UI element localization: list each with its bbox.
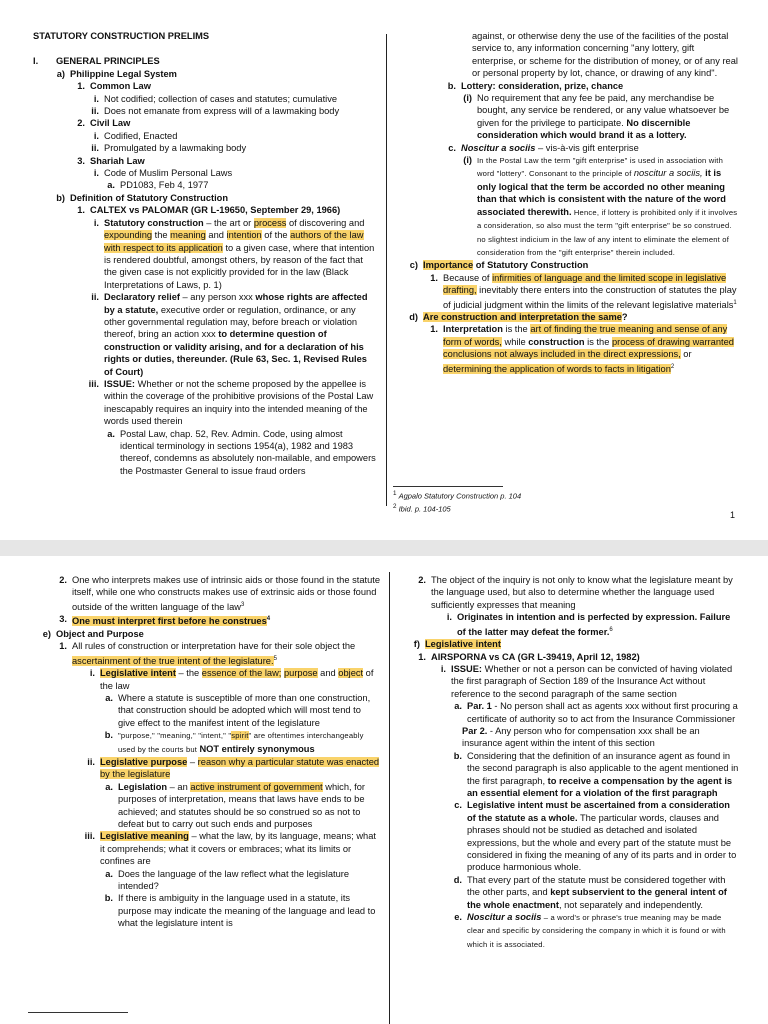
subsection-legislative-intent: f) Legislative intent — [413, 639, 501, 650]
column-divider — [386, 34, 387, 506]
list-item: a. Where a statute is susceptible of more than one construction, that construction should be adopted which will most tend to give effect to the manifest intent of the legislature — [105, 692, 371, 728]
list-item: 3. One must interpret first before he construes$^4$ — [59, 614, 271, 627]
list-item: e. Noscitur a sociis – a word's or phrase's true meaning may be made clear and specific by considering the company in which it is found or with which it is associated. — [454, 912, 726, 949]
list-item: (i) No requirement that any fee be paid, any merchandise be bought, any service be rendered, or any value whatsoever be given for the privilege to participate. No discernible consideration which would brand it as a lottery. — [463, 93, 730, 141]
page2-left-column — [35, 574, 380, 930]
list-item: i. Originates in intention and is perfected by expression. Failure of the latter may defeat the former.$^6$ — [446, 612, 731, 637]
list-item: i. Codified, Enacted — [93, 130, 178, 141]
page1-left-column — [33, 30, 378, 477]
subsection-construction-vs-interpretation: d) Are construction and interpretation the same? — [409, 312, 628, 323]
definition-legislative-intent: i. Legislative intent – the essence of the law; purpose and object of the law — [89, 668, 374, 691]
issue-paragraph: i. ISSUE: Whether or not a person can be convicted of having violated the first paragraph of Section 189 of the Insurance Act without reference to the second paragraph of the same section — [440, 663, 733, 699]
list-item: b. Considering that the definition of an insurance agent as found in the second paragraph is also applicable to the agent mentioned in the first paragraph, to receive a compensation by the agent is an essential element for a violation of the first paragraph — [453, 750, 739, 798]
list-item: i. Not codified; collection of cases and statutes; cumulative — [93, 93, 338, 104]
list-item: a. Does the language of the law reflect what the legislature intended? — [105, 868, 350, 892]
list-item: b. "purpose," "meaning," "intent," "spirit" are oftentimes interchangeably used by the courts but NOT entirely synonymous — [104, 730, 364, 754]
list-item: a. Par. 1 - No person shall act as agents xxx without first procuring a certificate of authority so to act from the Insurance Commissioner — [454, 701, 738, 724]
page-number: 1 — [729, 510, 735, 520]
document-title: STATUTORY CONSTRUCTION PRELIMS — [33, 31, 210, 41]
footnote-rule — [28, 1012, 128, 1013]
list-item: 1. Because of infirmities of language and the limited scope in legislative drafting, inevitably there enters into the construction of statutes the play of judicial judgment within the limits of the relevant legislative materials$^1$ — [430, 272, 737, 310]
list-item: d. That every part of the statute must be considered together with the other parts, and kept subservient to the general intent of the whole enactment, not separately and independently. — [453, 874, 727, 910]
page1-right-column — [398, 30, 738, 375]
definition-legislative-meaning: iii. Legislative meaning – what the law, by its language, means; what it comprehends; what it covers or embraces; what its limits or confines are — [84, 831, 376, 867]
definition-declaratory-relief: ii. Declaratory relief – any person xxx whose rights are affected by a statute, executive order or regulation, ordinance, or any other governmental regulation may, before breach or violation thereof, bring an action xxx to determine question of construction or validity arising, and for a declaration of his rights or duties, thereunder. (Rule 63, Sec. 1, Revised Rules of Court) — [91, 292, 368, 377]
subsection-legal-system: a) Philippine Legal System — [56, 68, 177, 79]
item-common-law: 1. Common Law — [77, 81, 151, 92]
item-civil-law: 2. Civil Law — [77, 118, 131, 129]
list-item: a. PD1083, Feb 4, 1977 — [107, 180, 209, 191]
footnote-rule — [393, 486, 503, 487]
list-item: ii. Does not emanate from express will of a lawmaking body — [91, 106, 340, 117]
list-item: 1. Interpretation is the art of finding the true meaning and sense of any form of words, while construction is the process of drawing warranted conclusions not always included in the direct expressions, or determining the application of words to facts in litigation$^2$ — [430, 324, 734, 374]
list-item: b. If there is ambiguity in the language used in a statute, its purpose may indicate the meaning of the language and lead to what the legislature intent is — [104, 893, 376, 929]
list-item: a. Postal Law, chap. 52, Rev. Admin. Code, using almost identical terminology in sections 1954(a), 1982 and 1983 thereof, condemns as absolutely non-mailable, and empowers the Postmaster General to issue fraud orders — [107, 428, 376, 476]
case-caltex-palomar: 1. CALTEX vs PALOMAR (GR L-19650, September 29, 1966) — [77, 205, 341, 216]
list-item: 2. The object of the inquiry is not only to know what the legislature meant by the language used, but also to determine whether the language used sufficiently expresses that meaning — [418, 575, 733, 610]
list-item: Par 2. - Any person who for compensation xxx shall be an insurance agent within the intent of this section — [462, 725, 700, 749]
item-shariah-law: 3. Shariah Law — [77, 155, 145, 166]
definition-statutory-construction: i. Statutory construction – the art or process of discovering and expounding the meaning and intention of the authors of the law with respect to its application to a given case, where that intention is rendered doubtful, amongst others, by reason of the fact that the given case is not explicitly provided for in the law (Black Interpretations of Laws, p. 1) — [93, 217, 375, 290]
issue-paragraph: iii. ISSUE: Whether or not the scheme proposed by the appellee is within the coverage of the prohibitive provisions of the Postal Law inescapably requires an inquiry into the intended meaning of the words used therein — [88, 378, 374, 427]
list-item: (i) In the Postal Law the term "gift enterprise" is used in association with word "lottery". Consonant to the principle of noscitur a sociis, it is only logical that the term be accorded no other meaning than that which is consistent with the nature of the word associated therewith. Hence, if lottery is prohibited only if it involves a consideration, so also must the term "gift enterprise" be so construed. no slightest indicium in the law of any intent to eliminate the element of consideration from the "gift enterprise" therein included. — [463, 155, 738, 257]
subsection-importance: c) Importance of Statutory Construction — [409, 260, 589, 271]
footnote-2: $^2$ Ibid. p. 104-105 — [393, 502, 451, 513]
column-divider — [389, 572, 390, 1024]
document-page-2 — [0, 556, 768, 1024]
subsection-object-purpose: e) Object and Purpose — [42, 628, 144, 639]
item-noscitur: c. Noscitur a sociis – vis-à-vis gift enterprise — [448, 142, 639, 153]
list-item: 1. All rules of construction or interpretation have for their sole object the ascertainment of the true intent of the legislature.$^5$ — [59, 641, 356, 666]
case-airsporna: 1. AIRSPORNA vs CA (GR L-39419, April 12, 1982) — [418, 651, 640, 662]
list-item: c. Legislative intent must be ascertained from a consideration of the statute as a whole. The particular words, clauses and phrases should not be studied as detached and isolated expressions, but the whole and every part of the statute must be considered in fixing the meaning of any of its parts and in order to produce harmonious whole. — [454, 800, 737, 873]
list-item: i. Code of Muslim Personal Laws — [93, 168, 233, 179]
definition-legislative-purpose: ii. Legislative purpose – reason why a particular statute was enacted by the legislature — [87, 756, 380, 780]
footnotes — [393, 486, 521, 514]
page2-right-column — [400, 574, 740, 951]
item-lottery: b. Lottery: consideration, prize, chance — [447, 80, 624, 91]
list-item: a. Legislation – an active instrument of government which, for purposes of interpretation, means that laws have ends to be achieved; and statutes should be so construed so as not to defeat but to carry out such ends and purposes — [105, 781, 366, 829]
list-item: ii. Promulgated by a lawmaking body — [91, 143, 247, 154]
footnote-partial — [28, 1012, 128, 1015]
subsection-definition: b) Definition of Statutory Construction — [56, 192, 229, 203]
footnote-1: $^1$ Agpalo Statutory Construction p. 104 — [393, 490, 522, 501]
list-item: 2. One who interprets makes use of intrinsic aids or those found in the statute itself, while one who constructs makes use of extrinsic aids or those found outside of the written language of the law$^3$ — [59, 575, 380, 612]
continued-text: against, or otherwise deny the use of the facilities of the postal service to, any information concerning "any lottery, gift enterprise, or scheme for the distribution of money, or of any real or personal property by lot, chance, or drawing of any kind". — [472, 31, 738, 79]
section-general-principles: I. GENERAL PRINCIPLES — [33, 56, 160, 67]
